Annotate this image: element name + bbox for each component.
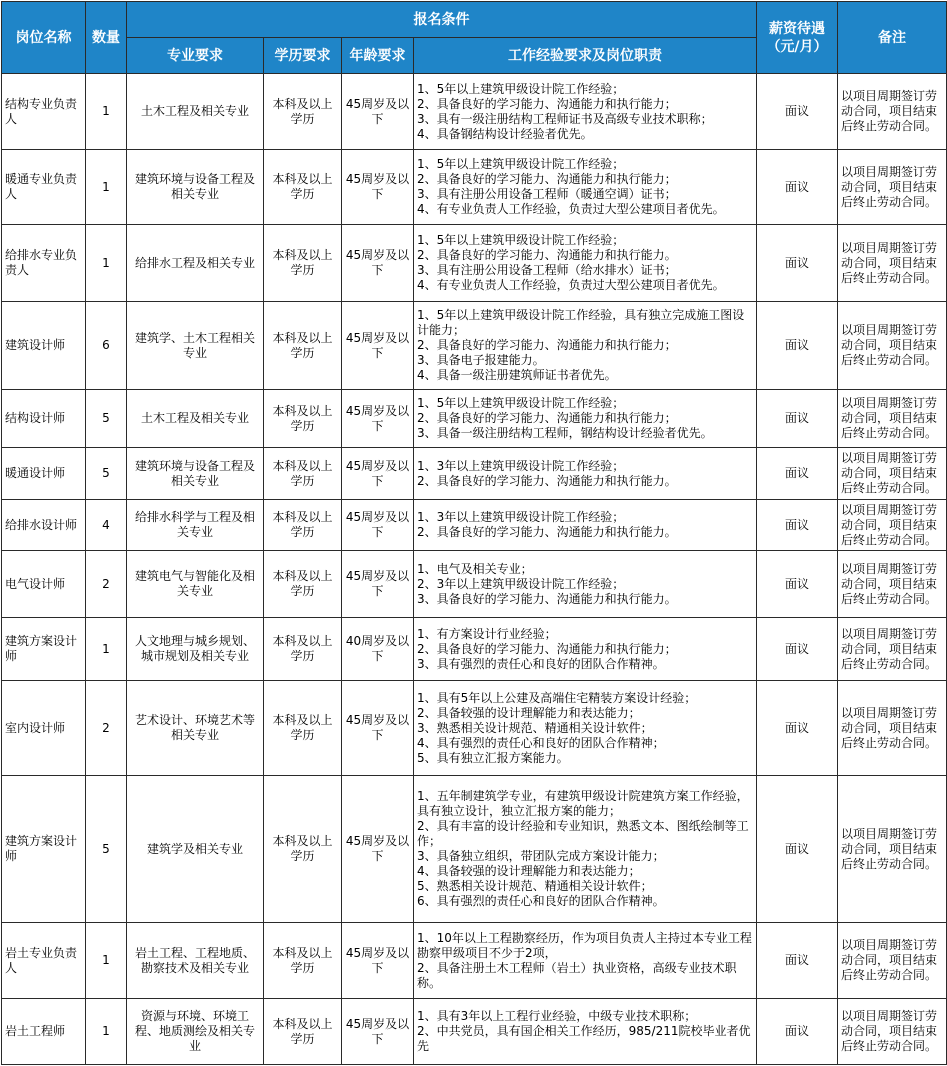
duty-line: 1、5年以上建筑甲级设计院工作经验； — [417, 81, 625, 96]
duties-cell — [414, 390, 757, 448]
duty-line: 3、具有一级注册结构工程师证书及高级专业技术职称； — [417, 111, 713, 126]
header-position: 岗位名称 — [2, 2, 86, 74]
remark-cell: 以项目周期签订劳动合同，项目结束后终止劳动合同。 — [838, 500, 947, 551]
salary-cell: 面议 — [757, 74, 838, 150]
duty-line: 2、具备良好的学习能力、沟通能力和执行能力； — [417, 411, 677, 425]
salary-cell: 面议 — [757, 999, 838, 1065]
table-row — [2, 150, 947, 225]
salary-cell: 面议 — [757, 448, 838, 500]
count-cell: 1 — [86, 618, 127, 681]
duties-cell — [414, 776, 757, 923]
major-cell: 建筑学、土木工程相关专业 — [127, 302, 264, 390]
count-cell: 1 — [86, 923, 127, 999]
salary-cell: 面议 — [757, 390, 838, 448]
duty-line: 2、具备良好的学习能力、沟通能力和执行能力； — [417, 172, 677, 186]
age-cell: 45周岁及以下 — [342, 390, 414, 448]
duty-line: 3、熟悉相关设计规范、精通相关设计软件； — [417, 720, 653, 735]
major-cell: 建筑环境与设备工程及相关专业 — [127, 448, 264, 500]
duty-line: 1、5年以上建筑甲级设计院工作经验； — [417, 396, 625, 410]
remark-cell: 以项目周期签订劳动合同，项目结束后终止劳动合同。 — [838, 999, 947, 1065]
age-cell: 45周岁及以下 — [342, 551, 414, 618]
table-row — [2, 776, 947, 923]
position-cell: 给排水专业负责人 — [2, 225, 86, 302]
header-age: 年龄要求 — [342, 38, 414, 74]
major-cell: 建筑电气与智能化及相关专业 — [127, 551, 264, 618]
duties-cell — [414, 923, 757, 999]
age-cell: 45周岁及以下 — [342, 150, 414, 225]
header-education: 学历要求 — [264, 38, 342, 74]
education-cell: 本科及以上学历 — [264, 999, 342, 1065]
duty-line: 3、具备电子报建能力。 — [417, 353, 545, 367]
age-cell: 45周岁及以下 — [342, 776, 414, 923]
age-cell: 45周岁及以下 — [342, 681, 414, 776]
duty-line: 4、具备一级注册建筑师证书者优先。 — [417, 368, 617, 382]
duty-line: 3、具有注册公用设备工程师（暖通空调）证书； — [417, 187, 677, 201]
salary-cell: 面议 — [757, 500, 838, 551]
duties-cell — [414, 500, 757, 551]
education-cell: 本科及以上学历 — [264, 776, 342, 923]
duties-cell — [414, 551, 757, 618]
duty-line: 4、具备较强的设计理解能力和表达能力； — [417, 864, 641, 878]
duty-line: 5、具有独立汇报方案能力。 — [417, 750, 569, 765]
duty-line: 2、具备良好的学习能力、沟通能力和执行能力； — [417, 338, 677, 352]
duty-line: 2、具备良好的学习能力、沟通能力和执行能力。 — [417, 248, 677, 262]
table-row — [2, 999, 947, 1065]
position-cell: 岩土工程师 — [2, 999, 86, 1065]
position-cell: 暖通设计师 — [2, 448, 86, 500]
salary-cell: 面议 — [757, 225, 838, 302]
duty-line: 1、3年以上建筑甲级设计院工作经验； — [417, 510, 625, 524]
table-row — [2, 390, 947, 448]
duty-line: 3、具备良好的学习能力、沟通能力和执行能力。 — [417, 591, 677, 606]
duty-line: 1、具有5年以上公建及高端住宅精装方案设计经验； — [417, 690, 697, 705]
position-cell: 建筑方案设计师 — [2, 618, 86, 681]
duty-line: 3、具备独立组织，带团队完成方案设计能力； — [417, 849, 665, 863]
salary-cell: 面议 — [757, 923, 838, 999]
duty-line: 2、具备良好的学习能力、沟通能力和执行能力。 — [417, 525, 677, 539]
major-cell: 给排水科学与工程及相关专业 — [127, 500, 264, 551]
duties-cell — [414, 681, 757, 776]
duty-line: 2、具备良好的学习能力、沟通能力和执行能力。 — [417, 473, 677, 488]
count-cell: 5 — [86, 448, 127, 500]
table-row — [2, 923, 947, 999]
count-cell: 5 — [86, 390, 127, 448]
duty-line: 2、3年以上建筑甲级设计院工作经验； — [417, 576, 625, 591]
duty-line: 1、具有3年以上工程行业经验，中级专业技术职称； — [417, 1009, 697, 1023]
header-experience: 工作经验要求及岗位职责 — [414, 38, 757, 74]
education-cell: 本科及以上学历 — [264, 551, 342, 618]
remark-cell: 以项目周期签订劳动合同，项目结束后终止劳动合同。 — [838, 448, 947, 500]
position-cell: 建筑方案设计师 — [2, 776, 86, 923]
age-cell: 45周岁及以下 — [342, 500, 414, 551]
remark-cell: 以项目周期签订劳动合同，项目结束后终止劳动合同。 — [838, 681, 947, 776]
position-cell: 建筑设计师 — [2, 302, 86, 390]
education-cell: 本科及以上学历 — [264, 225, 342, 302]
duty-line: 2、具有丰富的设计经验和专业知识，熟悉文本、图纸绘制等工作； — [417, 819, 749, 848]
count-cell: 6 — [86, 302, 127, 390]
major-cell: 土木工程及相关专业 — [127, 74, 264, 150]
duties-cell — [414, 150, 757, 225]
duty-line: 3、具有注册公用设备工程师（给水排水）证书； — [417, 263, 677, 277]
position-cell: 暖通专业负责人 — [2, 150, 86, 225]
age-cell: 45周岁及以下 — [342, 74, 414, 150]
position-cell: 岩土专业负责人 — [2, 923, 86, 999]
header-conditions: 报名条件 — [127, 2, 757, 38]
duty-line: 1、有方案设计行业经验； — [417, 626, 557, 641]
duties-cell — [414, 74, 757, 150]
salary-cell: 面议 — [757, 618, 838, 681]
duty-line: 1、电气及相关专业； — [417, 561, 533, 576]
major-cell: 土木工程及相关专业 — [127, 390, 264, 448]
education-cell: 本科及以上学历 — [264, 74, 342, 150]
count-cell: 4 — [86, 500, 127, 551]
header-major: 专业要求 — [127, 38, 264, 74]
age-cell: 45周岁及以下 — [342, 302, 414, 390]
table-row — [2, 500, 947, 551]
duty-line: 4、有专业负责人工作经验，负责过大型公建项目者优先。 — [417, 278, 725, 292]
major-cell: 岩土工程、工程地质、勘察技术及相关专业 — [127, 923, 264, 999]
duties-cell — [414, 302, 757, 390]
education-cell: 本科及以上学历 — [264, 923, 342, 999]
salary-cell: 面议 — [757, 551, 838, 618]
education-cell: 本科及以上学历 — [264, 618, 342, 681]
count-cell: 1 — [86, 225, 127, 302]
table-row — [2, 74, 947, 150]
duty-line: 1、5年以上建筑甲级设计院工作经验； — [417, 233, 625, 247]
major-cell: 人文地理与城乡规划、城市规划及相关专业 — [127, 618, 264, 681]
duty-line: 2、中共党员，具有国企相关工作经历，985/211院校毕业者优先 — [417, 1024, 751, 1053]
duties-cell — [414, 448, 757, 500]
table-row — [2, 681, 947, 776]
header-remark: 备注 — [838, 2, 947, 74]
count-cell: 1 — [86, 999, 127, 1065]
duty-line: 5、熟悉相关设计规范、精通相关设计软件； — [417, 879, 653, 893]
duty-line: 3、具备一级注册结构工程师，钢结构设计经验者优先。 — [417, 426, 713, 440]
duty-line: 4、具有强烈的责任心和良好的团队合作精神； — [417, 735, 665, 750]
major-cell: 建筑环境与设备工程及相关专业 — [127, 150, 264, 225]
count-cell: 1 — [86, 150, 127, 225]
position-cell: 室内设计师 — [2, 681, 86, 776]
remark-cell: 以项目周期签订劳动合同，项目结束后终止劳动合同。 — [838, 776, 947, 923]
header-salary-line1: 薪资待遇 — [769, 20, 825, 37]
duty-line: 4、具备钢结构设计经验者优先。 — [417, 126, 593, 141]
table-row — [2, 225, 947, 302]
count-cell: 5 — [86, 776, 127, 923]
duty-line: 4、有专业负责人工作经验，负责过大型公建项目者优先。 — [417, 202, 725, 216]
duty-line: 2、具备注册土木工程师（岩土）执业资格，高级专业技术职称。 — [417, 960, 737, 990]
table-row — [2, 618, 947, 681]
table-header — [2, 2, 947, 74]
position-cell: 结构专业负责人 — [2, 74, 86, 150]
position-cell: 结构设计师 — [2, 390, 86, 448]
header-count: 数量 — [86, 2, 127, 74]
count-cell: 1 — [86, 74, 127, 150]
education-cell: 本科及以上学历 — [264, 150, 342, 225]
education-cell: 本科及以上学历 — [264, 302, 342, 390]
remark-cell: 以项目周期签订劳动合同，项目结束后终止劳动合同。 — [838, 390, 947, 448]
count-cell: 2 — [86, 551, 127, 618]
remark-cell: 以项目周期签订劳动合同，项目结束后终止劳动合同。 — [838, 74, 947, 150]
position-cell: 电气设计师 — [2, 551, 86, 618]
remark-cell: 以项目周期签订劳动合同，项目结束后终止劳动合同。 — [838, 551, 947, 618]
position-cell: 给排水设计师 — [2, 500, 86, 551]
duties-cell — [414, 999, 757, 1065]
duties-cell — [414, 225, 757, 302]
salary-cell: 面议 — [757, 150, 838, 225]
duty-line: 1、3年以上建筑甲级设计院工作经验； — [417, 458, 625, 473]
age-cell: 45周岁及以下 — [342, 999, 414, 1065]
education-cell: 本科及以上学历 — [264, 390, 342, 448]
table-row — [2, 302, 947, 390]
age-cell: 40周岁及以下 — [342, 618, 414, 681]
major-cell: 艺术设计、环境艺术等相关专业 — [127, 681, 264, 776]
major-cell: 建筑学及相关专业 — [127, 776, 264, 923]
duties-cell — [414, 618, 757, 681]
duty-line: 1、5年以上建筑甲级设计院工作经验； — [417, 157, 625, 171]
major-cell: 给排水工程及相关专业 — [127, 225, 264, 302]
recruitment-table — [1, 1, 947, 1065]
table-row — [2, 448, 947, 500]
salary-cell: 面议 — [757, 302, 838, 390]
duty-line: 1、五年制建筑学专业，有建筑甲级设计院建筑方案工作经验，具有独立设计，独立汇报方案的能力； — [417, 789, 749, 818]
education-cell: 本科及以上学历 — [264, 448, 342, 500]
duty-line: 1、5年以上建筑甲级设计院工作经验，具有独立完成施工图设计能力； — [417, 308, 745, 337]
duty-line: 3、具有强烈的责任心和良好的团队合作精神。 — [417, 656, 665, 671]
age-cell: 45周岁及以下 — [342, 923, 414, 999]
remark-cell: 以项目周期签订劳动合同，项目结束后终止劳动合同。 — [838, 150, 947, 225]
major-cell: 资源与环境、环境工程、地质测绘及相关专业 — [127, 999, 264, 1065]
remark-cell: 以项目周期签订劳动合同，项目结束后终止劳动合同。 — [838, 302, 947, 390]
age-cell: 45周岁及以下 — [342, 225, 414, 302]
remark-cell: 以项目周期签订劳动合同，项目结束后终止劳动合同。 — [838, 618, 947, 681]
header-salary — [757, 2, 838, 74]
age-cell: 45周岁及以下 — [342, 448, 414, 500]
duty-line: 6、具有强烈的责任心和良好的团队合作精神。 — [417, 894, 665, 908]
duty-line: 2、具备较强的设计理解能力和表达能力； — [417, 705, 641, 720]
remark-cell: 以项目周期签订劳动合同，项目结束后终止劳动合同。 — [838, 225, 947, 302]
duty-line: 2、具备良好的学习能力、沟通能力和执行能力； — [417, 641, 677, 656]
duty-line: 1、10年以上工程勘察经历，作为项目负责人主持过本专业工程勘察甲级项目不少于2项， — [417, 930, 752, 960]
education-cell: 本科及以上学历 — [264, 681, 342, 776]
salary-cell: 面议 — [757, 681, 838, 776]
count-cell: 2 — [86, 681, 127, 776]
remark-cell: 以项目周期签订劳动合同，项目结束后终止劳动合同。 — [838, 923, 947, 999]
table-row — [2, 551, 947, 618]
table-body — [2, 74, 947, 1065]
salary-cell: 面议 — [757, 776, 838, 923]
duty-line: 2、具备良好的学习能力、沟通能力和执行能力； — [417, 96, 677, 111]
header-salary-line2: （元/月） — [766, 38, 828, 55]
education-cell: 本科及以上学历 — [264, 500, 342, 551]
